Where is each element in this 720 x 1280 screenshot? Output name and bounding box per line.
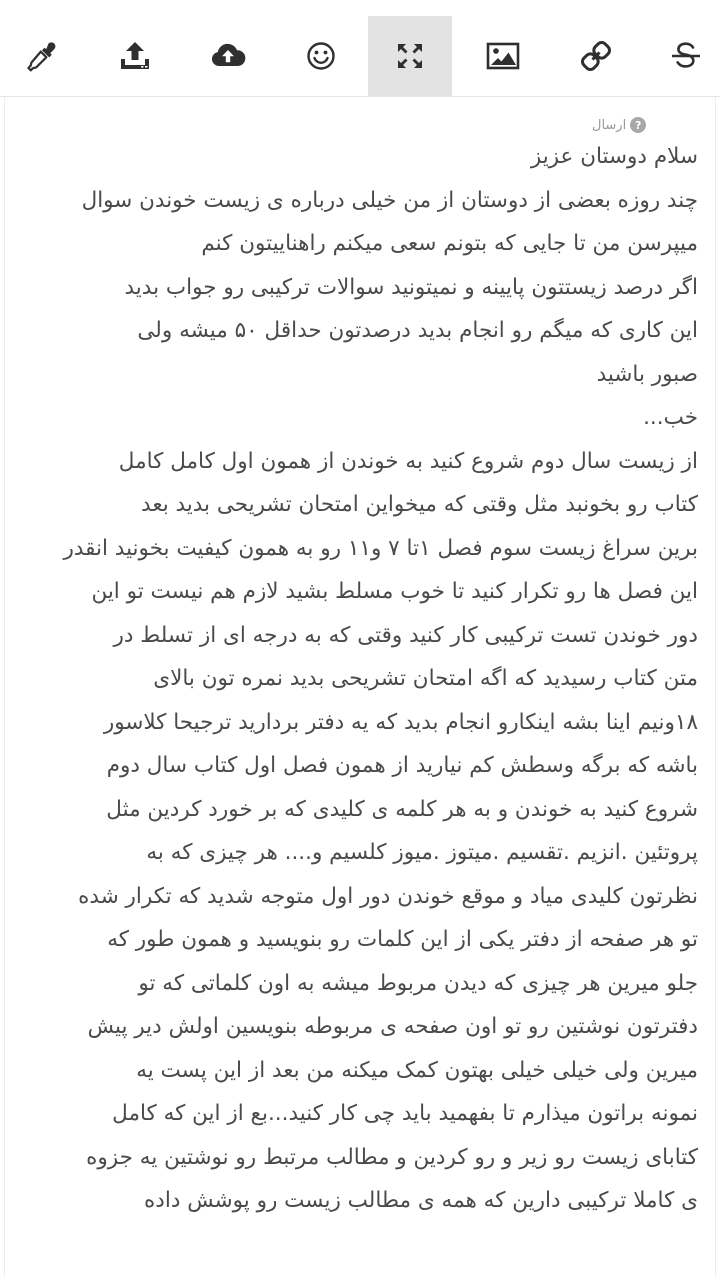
text-line: دور خوندن تست ترکیبی کار کنید وقتی که به درجه ای از تسلط در <box>113 622 698 648</box>
text-line: جلو میرین هر چیزی که دیدن مربوط میشه به اون کلماتی که تو <box>138 970 698 996</box>
eyedropper-icon <box>25 39 59 73</box>
insert-image-button[interactable] <box>461 16 545 96</box>
text-line: دفترتون نوشتین رو تو اون صفحه ی مربوطه بنویسین اولش دیر پیش <box>87 1014 698 1039</box>
strikethrough-icon <box>670 39 702 73</box>
text-line: صبور باشید <box>596 361 698 387</box>
text-line: ی کاملا ترکیبی دارین که همه ی مطالب زیست رو پوشش داده <box>144 1188 698 1213</box>
text-line: کتاب رو بخونبد مثل وقتی که میخواین امتحان تشریحی بدید بعد <box>141 492 698 517</box>
emoji-button[interactable] <box>279 16 363 96</box>
help-icon: ? <box>630 117 646 133</box>
text-line: باشه که برگه وسطش کم نیارید از همون فصل اول کتاب سال دوم <box>106 753 698 778</box>
post-text[interactable] <box>24 135 698 1223</box>
eyedropper-button[interactable] <box>0 16 84 96</box>
text-line: از زیست سال دوم شروع کنید به خوندن از همون اول کامل کامل <box>118 448 698 474</box>
send-hint[interactable] <box>592 115 646 135</box>
text-line: برین سراغ زیست سوم فصل ۱تا ۷ و۱۱ رو به همون کیفیت بخونید انقدر <box>63 535 698 561</box>
export-button[interactable] <box>93 16 177 96</box>
text-line: کتابای زیست رو زیر و رو کردین و مطالب مرتبط رو نوشتین یه جزوه <box>86 1144 698 1170</box>
text-line: سلام دوستان عزیز <box>530 144 698 169</box>
text-line: متن کتاب رسیدید که اگه امتحان تشریحی بدید نمره تون بالای <box>153 666 698 691</box>
fullscreen-button[interactable] <box>368 16 452 96</box>
editor-toolbar <box>0 0 720 97</box>
text-line: میرین ولی خیلی خیلی بهتون کمک میکنه من بعد از این پست یه <box>136 1057 698 1083</box>
text-line: نمونه براتون میذارم تا بفهمید باید چی کار کنید...بع از این که کامل <box>112 1101 698 1126</box>
text-line: میپرسن من تا جایی که بتونم سعی میکنم راهناییتون کنم <box>201 231 698 256</box>
text-line: چند روزه بعضی از دوستان از من خیلی درباره ی زیست خوندن سوال <box>81 187 698 213</box>
text-line: پروتئین .انزیم .تقسیم .میتوز .میوز کلسیم و.... هر چیزی که به <box>146 840 698 865</box>
cloud-upload-button[interactable] <box>186 16 270 96</box>
text-line: این کاری که میگم رو انجام بدید درصدتون حداقل ۵۰ میشه ولی <box>137 318 698 343</box>
image-icon <box>486 41 520 71</box>
text-line: شروع کنید به خوندن و به هر کلمه ی کلیدی که بر خورد کردین مثل <box>106 796 698 822</box>
cloud-upload-icon <box>210 39 246 73</box>
text-line: ۱۸ونیم اینا بشه اینکارو انجام بدید که یه دفتر بردارید ترجیحا کلاسور <box>103 709 698 735</box>
link-icon <box>579 39 613 73</box>
text-line: خب... <box>643 405 698 430</box>
smiley-icon <box>305 40 337 72</box>
text-line: این فصل ها رو تکرار کنید تا خوب مسلط بشید لازم هم نیست تو این <box>91 579 698 604</box>
text-line: نظرتون کلیدی میاد و موقع خوندن دور اول متوجه شدید که تکرار شده <box>78 883 698 909</box>
fullscreen-icon <box>395 41 425 71</box>
text-line: اگر درصد زیستتون پایینه و نمیتونید سوالات ترکیبی رو جواب بدید <box>124 274 698 300</box>
insert-link-button[interactable] <box>554 16 638 96</box>
strikethrough-button[interactable] <box>644 16 720 96</box>
upload-icon <box>118 39 152 73</box>
send-label: ارسال <box>592 117 627 133</box>
text-line: تو هر صفحه از دفتر یکی از این کلمات رو بنویسید و همون طور که <box>107 927 698 952</box>
